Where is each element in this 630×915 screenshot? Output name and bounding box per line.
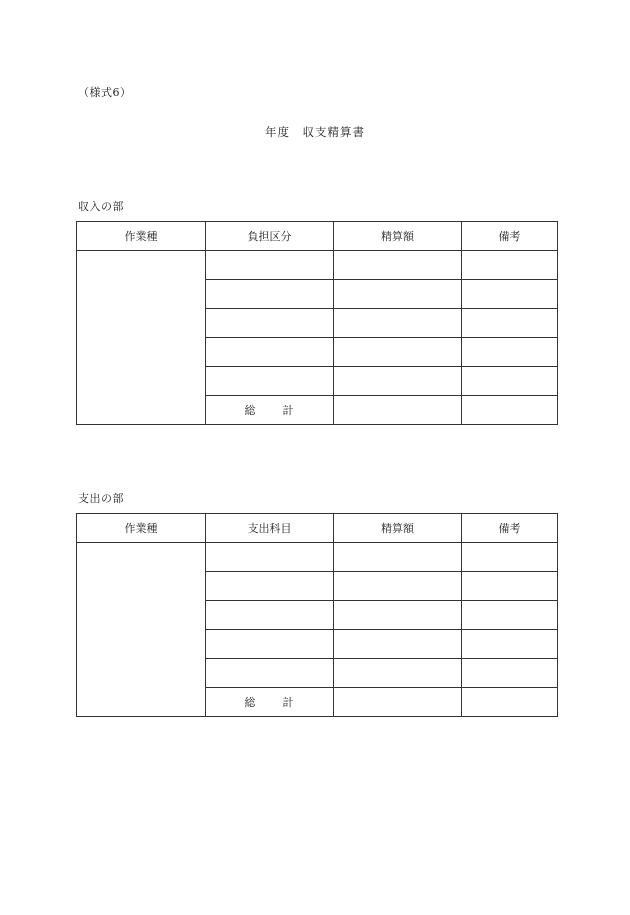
income-total-remarks-cell[interactable] — [462, 396, 558, 425]
income-remarks-cell[interactable] — [462, 280, 558, 309]
income-remarks-cell[interactable] — [462, 338, 558, 367]
income-table — [76, 221, 558, 425]
expense-header-settlement-amount: 精算額 — [334, 514, 462, 543]
expense-remarks-cell[interactable] — [462, 659, 558, 688]
income-total-amount-cell[interactable] — [334, 396, 462, 425]
expense-work-type-cell[interactable] — [77, 543, 206, 717]
income-header-row — [77, 222, 558, 251]
income-total-label-char-1: 総 — [244, 404, 257, 417]
expense-header-work-type: 作業種 — [77, 514, 206, 543]
income-amount-cell[interactable] — [334, 367, 462, 396]
expense-remarks-cell[interactable] — [462, 601, 558, 630]
expense-amount-cell[interactable] — [334, 630, 462, 659]
income-total-label-char-2: 計 — [282, 404, 295, 417]
income-amount-cell[interactable] — [334, 309, 462, 338]
income-category-cell[interactable] — [206, 367, 334, 396]
expense-section-heading: 支出の部 — [78, 492, 124, 505]
expense-total-label-char-1: 総 — [244, 696, 257, 709]
income-amount-cell[interactable] — [334, 251, 462, 280]
income-header-work-type: 作業種 — [77, 222, 206, 251]
income-remarks-cell[interactable] — [462, 309, 558, 338]
table-row — [77, 543, 558, 572]
expense-amount-cell[interactable] — [334, 659, 462, 688]
document-title: 年度 収支精算書 — [265, 125, 365, 139]
expense-item-cell[interactable] — [206, 601, 334, 630]
expense-remarks-cell[interactable] — [462, 630, 558, 659]
expense-item-cell[interactable] — [206, 659, 334, 688]
expense-header-row — [77, 514, 558, 543]
expense-item-cell[interactable] — [206, 543, 334, 572]
income-amount-cell[interactable] — [334, 338, 462, 367]
expense-item-cell[interactable] — [206, 572, 334, 601]
income-section-heading: 収入の部 — [78, 200, 124, 213]
expense-remarks-cell[interactable] — [462, 543, 558, 572]
form-number: （様式6） — [78, 86, 132, 99]
income-category-cell[interactable] — [206, 309, 334, 338]
income-amount-cell[interactable] — [334, 280, 462, 309]
income-header-remarks: 備考 — [462, 222, 558, 251]
income-remarks-cell[interactable] — [462, 251, 558, 280]
expense-amount-cell[interactable] — [334, 572, 462, 601]
income-category-cell[interactable] — [206, 280, 334, 309]
income-header-settlement-amount: 精算額 — [334, 222, 462, 251]
table-row — [77, 251, 558, 280]
expense-amount-cell[interactable] — [334, 543, 462, 572]
expense-table — [76, 513, 558, 717]
expense-header-expense-item: 支出科目 — [206, 514, 334, 543]
income-total-label — [206, 396, 334, 425]
expense-amount-cell[interactable] — [334, 601, 462, 630]
expense-item-cell[interactable] — [206, 630, 334, 659]
income-remarks-cell[interactable] — [462, 367, 558, 396]
income-work-type-cell[interactable] — [77, 251, 206, 425]
expense-total-amount-cell[interactable] — [334, 688, 462, 717]
expense-header-remarks: 備考 — [462, 514, 558, 543]
expense-total-remarks-cell[interactable] — [462, 688, 558, 717]
expense-total-label — [206, 688, 334, 717]
income-category-cell[interactable] — [206, 251, 334, 280]
income-header-burden-category: 負担区分 — [206, 222, 334, 251]
expense-remarks-cell[interactable] — [462, 572, 558, 601]
income-category-cell[interactable] — [206, 338, 334, 367]
expense-total-label-char-2: 計 — [282, 696, 295, 709]
